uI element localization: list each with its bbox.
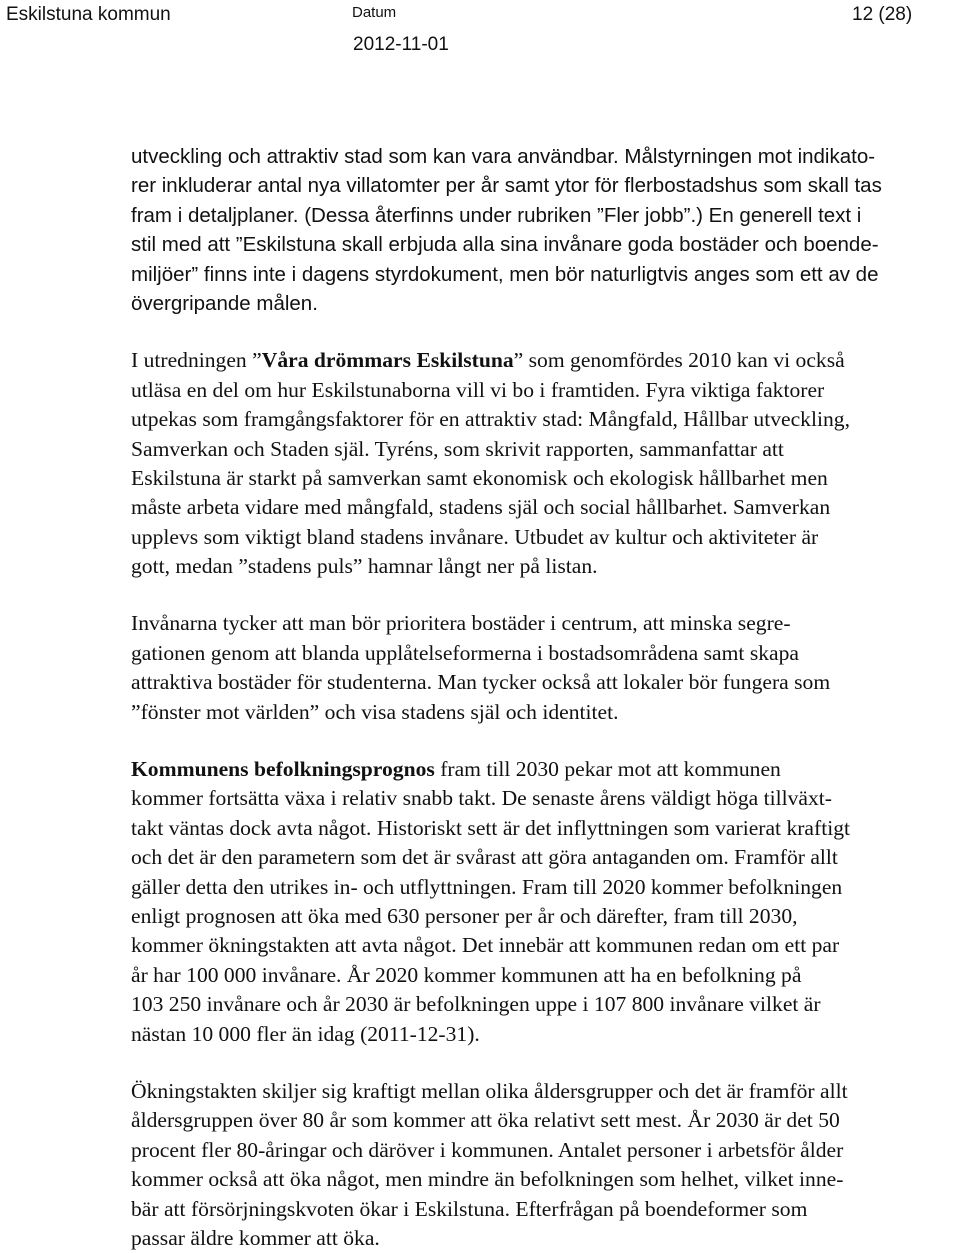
paragraph-2 [131, 346, 957, 581]
text-line: utpekas som framgångsfaktorer för en attraktiv stad: Mångfald, Hållbar utveckling, [131, 407, 850, 432]
text-line: Samverkan och Staden själ. Tyréns, som skrivit rapporten, sammanfattar att [131, 436, 784, 461]
text-line: attraktiva bostäder för studenterna. Man tycker också att lokaler bör fungera som [131, 670, 831, 695]
text-line: takt väntas dock avta något. Historiskt sett är det inflyttningen som varierat kraftigt [131, 815, 851, 840]
document-body [131, 142, 957, 1253]
text-line: måste arbeta vidare med mångfald, stadens själ och social hållbarhet. Samverkan [131, 495, 831, 520]
text-line: enligt prognosen att öka med 630 personer per år och därefter, fram till 2030, [131, 903, 798, 928]
text-line: åldersgruppen över 80 år som kommer att öka relativt sett mest. År 2030 är det 50 [131, 1108, 840, 1133]
section-lead-heading: Kommunens befolkningsprognos [131, 757, 435, 782]
text-span: fram i detaljplaner. (Dessa återfinns under rubriken ”Fler jobb”.) [131, 203, 703, 227]
text-line: kommer fortsätta växa i relativ snabb takt. De senaste årens väldigt höga tillväxt- [131, 786, 832, 811]
text-line: gationen genom att blanda upplåtelseformerna i bostadsområdena samt skapa [131, 640, 799, 665]
text-line: procent fler 80-åringar och däröver i kommunen. Antalet personer i arbetsför ålder [131, 1137, 844, 1162]
text-line: nästan 10 000 fler än idag (2011-12-31). [131, 1021, 480, 1046]
date-label: Datum [352, 4, 397, 21]
text-span: En generell text i [702, 203, 862, 227]
text-line: kommer ökningstakten att avta något. Det innebär att kommunen redan om ett par [131, 933, 840, 958]
text-line: gäller detta den utrikes in- och utflyttningen. Fram till 2020 kommer befolkningen [131, 874, 843, 899]
text-line: och det är den parametern som det är svårast att göra antaganden om. Framför allt [131, 845, 838, 870]
text-line [131, 346, 957, 375]
text-line: år har 100 000 invånare. År 2020 kommer kommunen att ha en befolkning på [131, 962, 802, 987]
paragraph-4 [131, 755, 957, 1049]
paragraph-3 [131, 609, 957, 727]
text-line: Invånarna tycker att man bör prioritera bostäder i centrum, att minska segre- [131, 611, 791, 636]
document-date: 2012-11-01 [353, 34, 449, 55]
text-line: Ökningstakten skiljer sig kraftigt mellan olika åldersgrupper och det är framför allt [131, 1078, 848, 1103]
text-line: gott, medan ”stadens puls” hamnar långt ner på listan. [131, 554, 598, 579]
text-line: Eskilstuna är starkt på samverkan samt ekonomisk och ekologisk hållbarhet men [131, 465, 828, 490]
text-line [131, 201, 957, 230]
text-line: passar äldre kommer att öka. [131, 1225, 380, 1250]
text-span: fram till 2030 pekar mot att kommunen [434, 757, 781, 782]
page-number: 12 (28) [852, 4, 913, 25]
text-line: utveckling och attraktiv stad som kan vara användbar. Målstyrningen mot indikato- [131, 145, 876, 168]
text-line: övergripande målen. [131, 291, 318, 315]
paragraph-1 [131, 142, 957, 318]
organization-name: Eskilstuna kommun [6, 4, 171, 25]
text-line: 103 250 invånare och år 2030 är befolkningen uppe i 107 800 invånare vilket är [131, 992, 821, 1017]
paragraph-5 [131, 1077, 957, 1253]
report-title: Våra drömmars Eskilstuna [261, 348, 514, 373]
text-line: stil med att ”Eskilstuna skall erbjuda alla sina invånare goda bostäder och boende- [131, 233, 879, 257]
text-line: ”fönster mot världen” och visa stadens själ och identitet. [131, 699, 619, 724]
text-span: ” som genomfördes 2010 kan vi också [513, 348, 845, 373]
text-span: I utredningen ” [131, 348, 262, 373]
text-line: miljöer” finns inte i dagens styrdokument, men bör naturligtvis anges som ett av de [131, 262, 879, 286]
text-line: kommer också att öka något, men mindre än befolkningen som helhet, vilket inne- [131, 1167, 844, 1192]
text-line: upplevs som viktigt bland stadens invånare. Utbudet av kultur och aktiviteter är [131, 524, 819, 549]
text-line: bär att försörjningskvoten ökar i Eskilstuna. Efterfrågan på boendeformer som [131, 1196, 808, 1221]
text-line: utläsa en del om hur Eskilstunaborna vill vi bo i framtiden. Fyra viktiga faktorer [131, 377, 825, 402]
text-line: rer inkluderar antal nya villatomter per år samt ytor för flerbostadshus som skall tas [131, 174, 882, 198]
text-line [131, 755, 957, 784]
